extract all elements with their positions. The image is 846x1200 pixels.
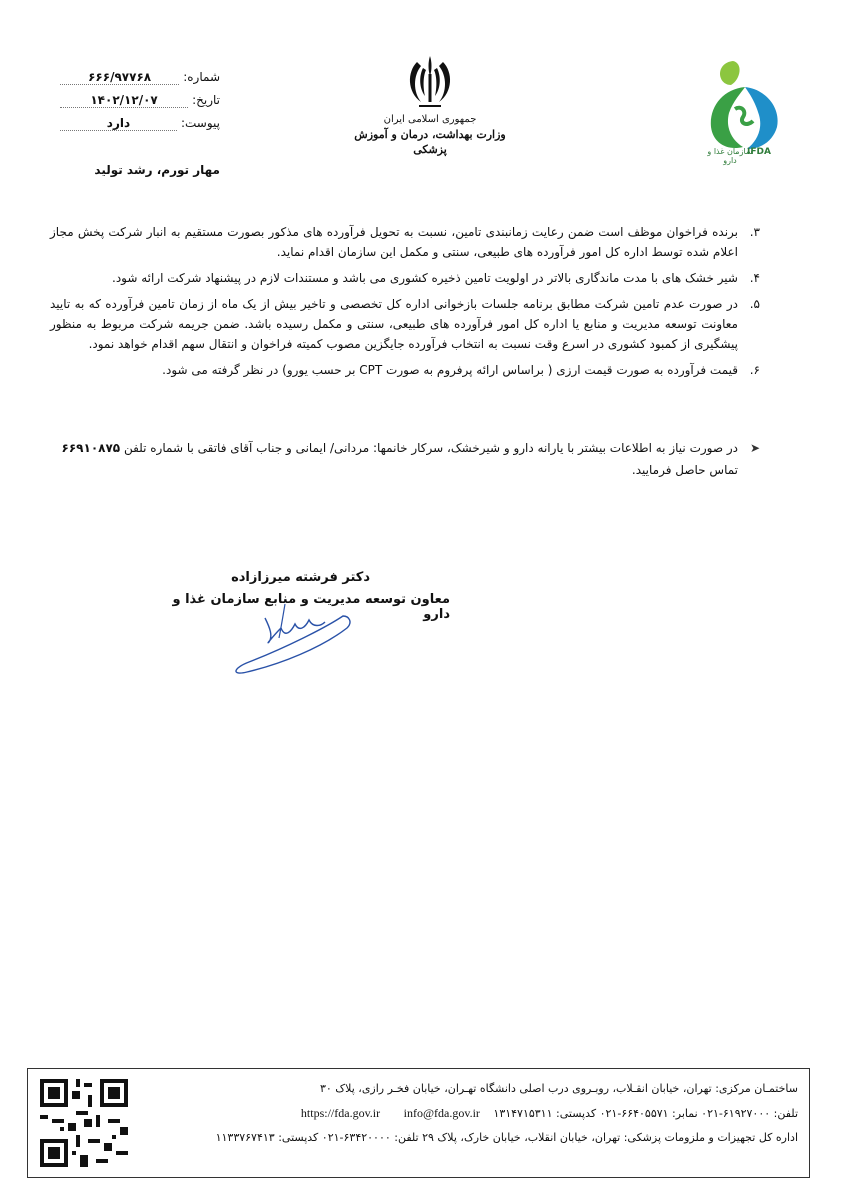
- attachment-value: دارد: [60, 116, 177, 131]
- ifda-abbreviation: IFDA: [747, 147, 771, 157]
- country-name: جمهوری اسلامی ایران: [383, 114, 477, 125]
- note-closing: تماس حاصل فرمایید.: [631, 463, 738, 477]
- medical-equipment-office-address: اداره کل تجهیزات و ملزومات پزشکی: تهران، خیابان انقلاب، خیابان خارک، پلاک ۲۹ تلفن: ۶۳۴۲۰۰۰۰-۰۲۱ کدپستی: ۱۱۳۳۷۶۷۴۱۳: [215, 1131, 798, 1144]
- item-number: ۳.: [749, 225, 760, 239]
- arrow-bullet-icon: ➤: [749, 441, 760, 455]
- qr-code-icon: [36, 1075, 132, 1171]
- website-link[interactable]: https://fda.gov.ir: [300, 1106, 381, 1120]
- ifda-caption: سازمان غذا و دارو: [707, 147, 753, 165]
- item-number: ۶.: [749, 363, 760, 377]
- item-text: قیمت فرآورده به صورت قیمت ارزی ( براساس ارائه پرفروم به صورت CPT بر حسب یورو) در نظر گرفته می شود.: [162, 363, 738, 377]
- letter-conditions: [50, 222, 760, 386]
- item-text: در صورت عدم تامین شرکت مطابق برنامه جلسات بازخوانی اداره کل تخصصی و تاخیر بیش از یک ماه از زمان تامین فرآورده که به تایید معاونت توسعه مدیریت و منابع یا اداره کل امور فرآورده های طبیعی، سنتی و مکمل رسیده باشد. ضمن جریمه شرکت مربوط به منظور پیشگیری از کمبود کشوری در اسرع وقت نسبت به انتخاب فرآورده جایگزین مصوب کمیته فراخوان و انتقال سهم اقدام خواهد نمود.: [50, 297, 738, 351]
- email-link[interactable]: info@fda.gov.ir: [403, 1106, 480, 1120]
- number-value: ۶۶۶/۹۷۷۶۸: [60, 70, 179, 85]
- item-number: ۴.: [749, 271, 760, 285]
- number-label: شماره:: [183, 70, 220, 84]
- central-building-address: ساختمـان مرکزی: تهران، خیابان انقـلاب، روبـروی درب اصلی دانشگاه تهـران، خیابان فخـر رازی، پلاک ۳۰: [319, 1082, 798, 1095]
- note-body: در صورت نیاز به اطلاعات بیشتر با یارانه دارو و شیرخشک، سرکار خانمها: مردانی/ ایمانی و جناب آقای فاتقی با شماره تلفن: [123, 441, 738, 455]
- contact-note: [50, 437, 760, 481]
- list-item: [50, 268, 760, 288]
- item-text: شیر خشک های با مدت ماندگاری بالاتر در اولویت تامین ذخیره کشوری می باشد و مستندات لازم در پیشنهاد شرکت ارائه شود.: [112, 271, 738, 285]
- item-text: برنده فراخوان موظف است ضمن رعایت زمانبندی تامین، نسبت به تحویل فرآورده های مذکور بصورت مستقیم به انبار شرکت پخش مجاز اعلام شده توسط اداره کل امور فرآورده های طبیعی، سنتی و مکمل این سازمان اقدام نماید.: [50, 225, 738, 259]
- ministry-title: وزارت بهداشت، درمان و آموزش پزشکی: [354, 128, 506, 156]
- attachment-row: [60, 116, 220, 139]
- attachment-label: پیوست:: [180, 116, 220, 130]
- slogan: مهار تورم، رشد تولید: [94, 163, 220, 177]
- note-text: [50, 437, 738, 481]
- date-label: تاریخ:: [192, 93, 220, 107]
- ministry-name: [345, 112, 515, 157]
- date-row: [60, 93, 220, 116]
- footer-contact-line: [148, 1101, 798, 1126]
- list-item: [50, 360, 760, 380]
- list-item: [50, 294, 760, 354]
- letter-footer: [27, 1068, 810, 1178]
- signatory-name: دکتر فرشته میرزازاده: [231, 570, 370, 585]
- footer-contact-info: [148, 1077, 798, 1150]
- list-item: [50, 222, 760, 262]
- date-value: ۱۴۰۲/۱۲/۰۷: [60, 93, 188, 108]
- letter-meta: [60, 70, 220, 139]
- contact-phone: ۶۶۹۱۰۸۷۵: [61, 441, 121, 455]
- iran-emblem-icon: [395, 52, 465, 112]
- number-row: [60, 70, 220, 93]
- handwritten-signature-icon: [225, 598, 355, 676]
- phone-fax-postal: تلفن: ۶۱۹۲۷۰۰۰-۰۲۱ نمابر: ۶۶۴۰۵۵۷۱-۰۲۱ کدپستی: ۱۳۱۴۷۱۵۳۱۱: [493, 1107, 798, 1120]
- item-number: ۵.: [749, 297, 760, 311]
- signatory-title: معاون توسعه مدیریت و منابع سازمان غذا و دارو: [172, 592, 450, 622]
